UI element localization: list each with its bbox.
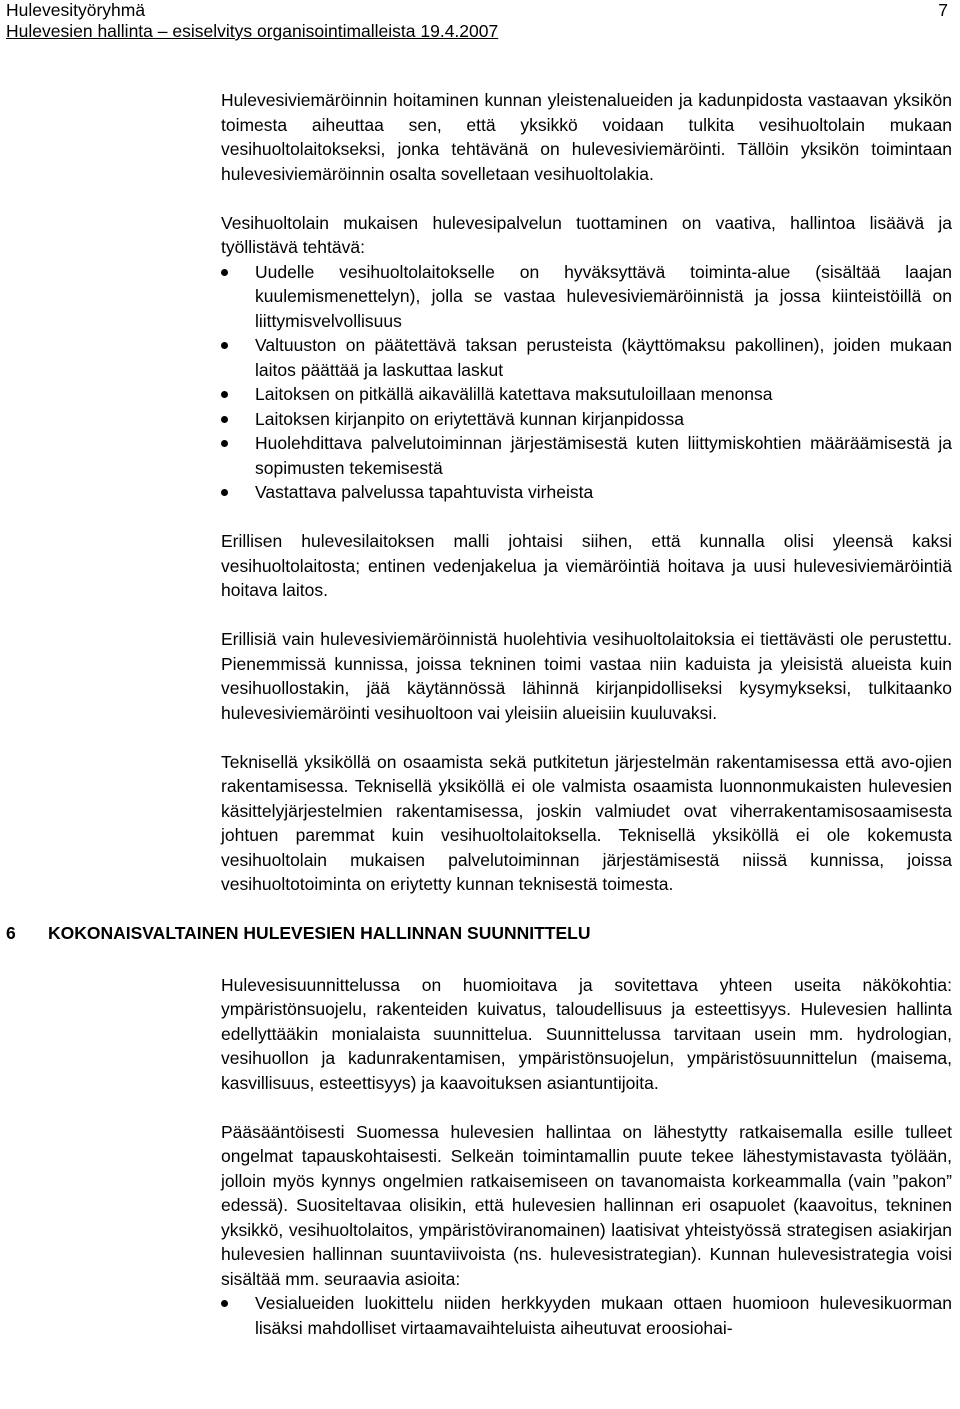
page-number: 7: [938, 0, 948, 20]
paragraph-erillisia-laitoksia: Erillisiä vain hulevesiviemäröinnistä huolehtivia vesihuoltolaitoksia ei tiettävästi ole perustettu. Pienemmissä kunnissa, joissa tekninen toimi vastaa niin kaduista ja yleisistä alueista kuin vesihuollostakin, jää käytännössä lähinnä kirjanpidolliseksi kysymykseksi, tulkitaanko hulevesiviemäröinti vesihuoltoon vai yleisiin alueisiin kuuluvaksi.: [221, 629, 952, 723]
document-body: [6, 88, 952, 1365]
strategy-list: [221, 1291, 952, 1340]
list-item-text: Huolehdittava palvelutoiminnan järjestämisestä kuten liittymiskohtien määräämisestä ja sopimusten tekemisestä: [255, 433, 952, 478]
list-item: [221, 431, 952, 480]
section-heading: [6, 921, 952, 946]
paragraph-hulevesisuunnittelu: Hulevesisuunnittelussa on huomioitava ja sovitettava yhteen useita näkökohtia: ympäristönsuojelu, rakenteiden kuivatus, taloudellisuus ja esteettisyys. Hulevesien hallinta edellyttääkin monialaista suunnittelua. Suunnittelussa tarvitaan usein mm. hydrologian, vesihuollon ja kadunrakentamisen, ympäristönsuojelun, ympäristösuunnittelun (maisema, kasvillisuus, esteettisyys) ja kaavoituksen asiantuntijoita.: [221, 974, 952, 1093]
bullet-icon: [221, 391, 228, 398]
paragraph-tekninen-yksikko: Teknisellä yksiköllä on osaamista sekä putkitetun järjestelmän rakentamisessa että avo-ojien rakentamisessa. Teknisellä yksiköllä ei ole valmista osaamista luonnonmukaisten hulevesien käsittelyjärjestelmien rakentamisessa, joskin valmiudet ovat viherrakentamisosaamisesta johtuen paremmat kuin vesihuoltolaitoksella. Teknisellä yksiköllä ei ole kokemusta vesihuoltolain mukaisen palvelutoiminnan järjestämisestä niissä kunnissa, joissa vesihuoltotoiminta on eriytetty kunnan teknisestä toimesta.: [221, 751, 952, 894]
paragraph-erillinen-laitos: Erillisen hulevesilaitoksen malli johtaisi siihen, että kunnalla olisi yleensä kaksi vesihuoltolaitosta; entinen vedenjakelua ja viemäröintiä hoitava ja uusi hulevesiviemäröintiä hoitava laitos.: [221, 531, 952, 600]
bullet-icon: [221, 489, 228, 496]
bullet-icon: [221, 416, 228, 423]
bullet-icon: [221, 269, 228, 276]
list-item-text: Vesialueiden luokittelu niiden herkkyyden mukaan ottaen huomioon hulevesikuorman lisäksi mahdolliset virtaamavaihteluista aiheutuvat eroosiohai-: [255, 1293, 952, 1338]
list-item: [221, 1291, 952, 1340]
list-item: [221, 333, 952, 382]
header-document-title: Hulevesien hallinta – esiselvitys organisointimalleista 19.4.2007: [6, 21, 499, 41]
list-item-text: Laitoksen on pitkällä aikavälillä katettava maksutuloillaan menonsa: [255, 384, 773, 404]
list-item: [221, 260, 952, 334]
paragraph-hulevesistrategia: Pääsääntöisesti Suomessa hulevesien hallintaa on lähestytty ratkaisemalla esille tulleet ongelmat tapauskohtaisesti. Selkeän toimintamallin puute tekee lähestymistavasta työlään, jolloin myös kynnys ongelmien ratkaisemiseen on tavanomaista korkeammalla (vain ”pakon” edessä). Suositeltavaa olisikin, että hulevesien hallinnan eri osapuolet (kaavoitus, tekninen yksikkö, vesihuoltolaitos, ympäristöviranomainen) laatisivat yhteistyössä strategisen asiakirjan hulevesien hallinnan suuntaviivoista (ns. hulevesistrategian). Kunnan hulevesistrategia voisi sisältää mm. seuraavia asioita:: [221, 1121, 952, 1289]
section-title: KOKONAISVALTAINEN HULEVESIEN HALLINNAN SUUNNITTELU: [48, 923, 591, 943]
list-item-text: Uudelle vesihuoltolaitokselle on hyväksyttävä toiminta-alue (sisältää laajan kuulemismenettelyn), jolla se vastaa hulevesiviemäröinnistä ja jossa kiinteistöillä on liittymisvelvollisuus: [255, 261, 952, 331]
header-group: Hulevesityöryhmä: [6, 0, 146, 20]
paragraph-hulevesiviemarointi: Hulevesiviemäröinnin hoitaminen kunnan yleistenalueiden ja kadunpidosta vastaavan yksikön toimesta aiheuttaa sen, että yksikkö voidaan tulkita vesihuoltolain mukaan vesihuoltolaitokseksi, jonka tehtävänä on hulevesiviemäröinti. Tällöin yksikön toimintaan hulevesiviemäröinnin osalta sovelletaan vesihuoltolakia.: [221, 90, 952, 184]
list-item: [221, 382, 952, 407]
list-item: [221, 407, 952, 432]
page-header: [6, 0, 498, 42]
list-item-text: Valtuuston on päätettävä taksan perusteista (käyttömaksu pakollinen), joiden mukaan laitos päättää ja laskuttaa laskut: [255, 335, 952, 380]
requirements-list: [221, 260, 952, 505]
bullet-icon: [221, 342, 228, 349]
bullet-icon: [221, 1300, 228, 1307]
bullet-icon: [221, 440, 228, 447]
list-item-text: Vastattava palvelussa tapahtuvista virheista: [255, 482, 594, 502]
paragraph-vesihuoltolaki-intro: Vesihuoltolain mukaisen hulevesipalvelun tuottaminen on vaativa, hallintoa lisäävä ja työllistävä tehtävä:: [221, 212, 952, 257]
list-item-text: Laitoksen kirjanpito on eriytettävä kunnan kirjanpidossa: [255, 408, 685, 429]
section-number: 6: [6, 923, 16, 943]
list-item: [221, 480, 952, 505]
